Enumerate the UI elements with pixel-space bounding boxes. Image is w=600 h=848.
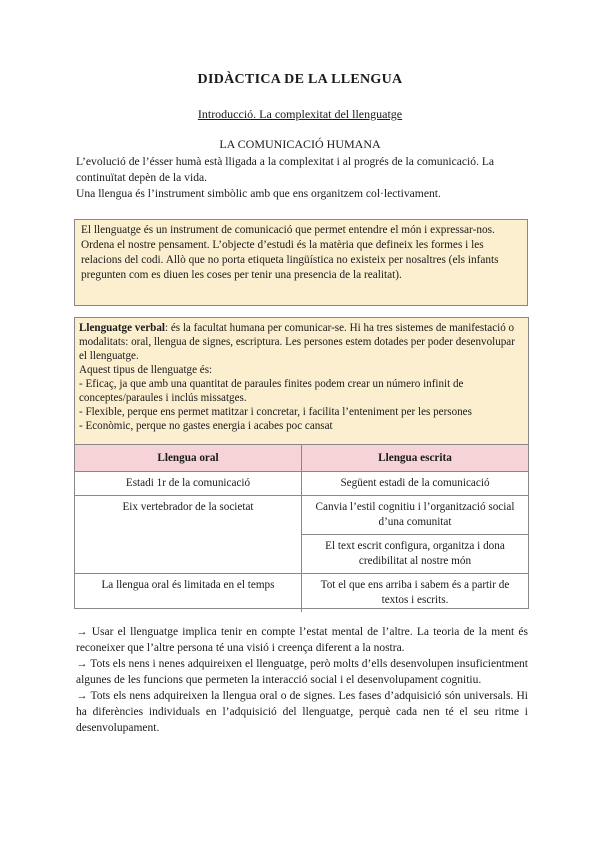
note-paragraph: → Tots els nens adquireixen la llengua oral o de signes. Les fases d’adquisició són universals. Hi ha diferències individuals en l’adquisició del llenguatge, perquè cada nen té el seu ritme i desenvolupament.	[76, 690, 528, 734]
table-cell: Estadi 1r de la comunicació	[75, 472, 302, 496]
intro-text	[76, 154, 536, 202]
table-cell: El text escrit configura, organitza i dona credibilitat al nostre món	[302, 535, 529, 574]
table-header-written: Llengua escrita	[302, 445, 529, 472]
table-cell: Tot el que ens arriba i sabem és a partir de textos i escrits.	[302, 574, 529, 613]
table-header-row	[75, 445, 528, 472]
verbal-language-definition	[79, 321, 524, 363]
list-item: - Eficaç, ja que amb una quantitat de paraules finites podem crear un número infinit de conceptes/paraules i inclús missatges.	[79, 378, 464, 404]
verbal-language-term: Llenguatge verbal	[79, 322, 165, 334]
verbal-language-text	[75, 318, 528, 445]
list-item: - Flexible, perque ens permet matitzar i concretar, i facilita l’enteniment per les persones	[79, 406, 472, 418]
table-row	[75, 574, 528, 613]
table-cell: Canvia l’estil cognitiu i l’organització social d’una comunitat	[302, 496, 529, 535]
table-row	[75, 496, 528, 535]
intro-paragraph: Una llengua és l’instrument simbòlic amb que ens organitzem col·lectivament.	[76, 187, 441, 200]
table-cell: La llengua oral és limitada en el temps	[75, 574, 302, 613]
verbal-language-definition-text: : és la facultat humana per comunicar-se. Hi ha tres sistemes de manifestació o modalitats: oral, llengua de signes, escriptura. Les persones estem dotades per poder desenvolupar el llenguatge.	[79, 322, 515, 362]
note-paragraph: → Usar el llenguatge implica tenir en compte l’estat mental de l’altre. La teoria de la ment és reconeixer que l’altre persona té una visió i creença diferent a la nostra.	[76, 626, 528, 654]
list-item: - Econòmic, perque no gastes energia i acabes poc cansat	[79, 420, 333, 432]
table-row	[75, 472, 528, 496]
document-title: DIDÀCTICA DE LA LLENGUA	[197, 72, 403, 87]
comparison-table	[75, 445, 528, 612]
table-cell: Següent estadi de la comunicació	[302, 472, 529, 496]
document-subtitle: Introducció. La complexitat del llenguatge	[197, 107, 403, 121]
table-header-oral: Llengua oral	[75, 445, 302, 472]
intro-paragraph: L’evolució de l’ésser humà està lligada a la complexitat i al progrés de la comunicació. La continuïtat depèn de la vida.	[76, 155, 495, 184]
definition-box: El llenguatge és un instrument de comunicació que permet entendre el món i expressar-nos. Ordena el nostre pensament. L’objecte d’estudi és la matèria que defineix les formes i les relacions del codi. Allò que no porta etiqueta lingüística no existeix per nosaltres (els infants pregunten com es diuen les coses per tenir una presencia de la realitat).	[74, 219, 528, 306]
table-row	[75, 535, 528, 574]
type-intro: Aquest tipus de llenguatge és:	[79, 364, 213, 376]
section-heading: LA COMUNICACIÓ HUMANA	[219, 137, 381, 151]
notes	[76, 624, 528, 736]
note-paragraph: → Tots els nens i nenes adquireixen el llenguatge, però molts d’ells desenvolupen insuficientment algunes de les funcions que permeten la interacció social i el desenvolupament cognitiu.	[76, 658, 528, 686]
table-cell	[75, 535, 302, 574]
verbal-language-box	[74, 317, 529, 609]
table-cell: Eix vertebrador de la societat	[75, 496, 302, 535]
